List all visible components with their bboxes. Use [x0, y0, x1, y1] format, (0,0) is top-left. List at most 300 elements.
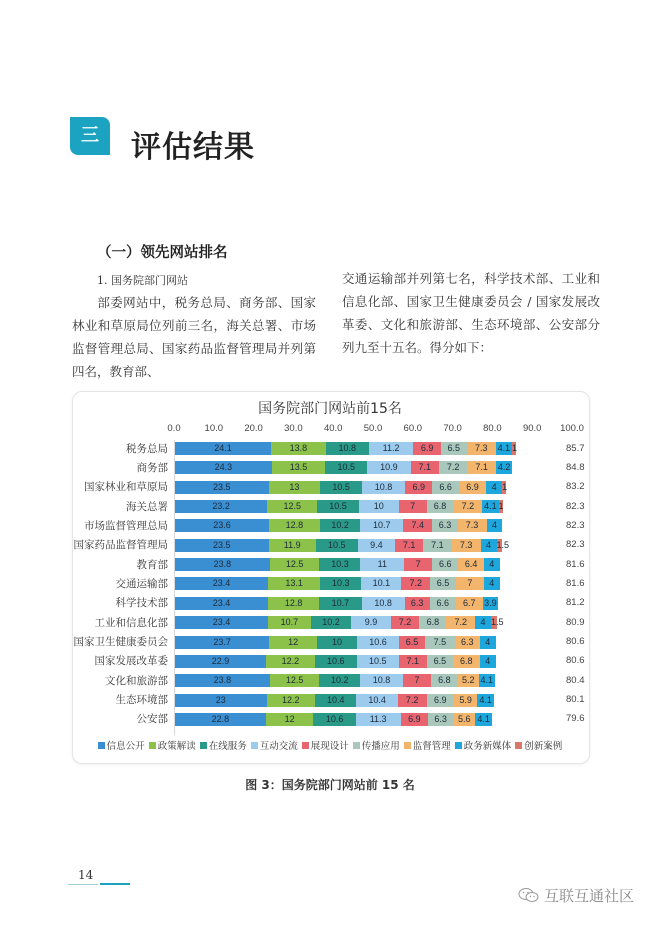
segment-value-label: 6.5 — [447, 443, 460, 453]
bar-segment — [401, 577, 430, 590]
legend-swatch-icon — [455, 742, 462, 749]
category-label: 国家药品监督管理局 — [73, 539, 168, 552]
legend-item — [515, 738, 562, 752]
segment-value-label: 11.3 — [369, 713, 387, 724]
legend-swatch-icon — [251, 742, 258, 749]
segment-value-label: 6.3 — [438, 520, 452, 531]
bar-segment — [175, 713, 266, 726]
bar-segment — [362, 597, 405, 610]
legend-item — [302, 738, 349, 752]
category-label: 交通运输部 — [115, 577, 168, 590]
legend-label: 创新案例 — [524, 741, 563, 752]
bar-segment — [458, 674, 479, 687]
segment-value-label: 10.6 — [327, 655, 345, 666]
bar-segment — [432, 558, 458, 571]
category-label: 公安部 — [136, 713, 168, 726]
segment-value-label: 6.9 — [412, 481, 425, 492]
legend-item — [98, 738, 145, 752]
segment-value-label: 10 — [331, 636, 342, 647]
segment-value-label: 13.8 — [289, 443, 308, 453]
bar-segment — [319, 597, 362, 610]
legend-swatch-icon — [98, 742, 105, 749]
bar-segment — [439, 461, 468, 474]
segment-value-label: 6.8 — [426, 617, 440, 628]
segment-value-label: 23.4 — [212, 617, 231, 628]
segment-value-label: 12.5 — [283, 501, 301, 512]
x-tick-label: 70.0 — [443, 423, 462, 434]
category-label: 国家林业和草原局 — [84, 481, 168, 494]
bar-segment — [427, 500, 454, 513]
segment-value-label: 7.2 — [409, 578, 422, 589]
bar-segment — [267, 500, 317, 513]
bar-segment — [399, 500, 427, 513]
bar-segment — [175, 655, 266, 668]
bar-segment — [367, 461, 410, 474]
x-tick-label: 50.0 — [363, 423, 383, 434]
segment-value-label: 4 — [480, 617, 486, 628]
stacked-bar — [175, 577, 500, 590]
bar-segment — [475, 616, 491, 629]
segment-value-label: 10.3 — [331, 578, 350, 589]
bar-segment — [359, 500, 399, 513]
wechat-icon — [518, 887, 540, 903]
bar-segment — [269, 636, 317, 649]
segment-value-label: 10.7 — [372, 520, 391, 531]
bar-segment — [456, 597, 483, 610]
segment-value-label: 24.1 — [214, 443, 232, 453]
bar-segment — [428, 713, 453, 726]
bar-segment — [175, 616, 268, 629]
bar-segment — [430, 597, 456, 610]
bar-segment — [441, 442, 467, 455]
legend-label: 在线服务 — [208, 741, 247, 752]
segment-value-label: 7 — [414, 675, 420, 686]
bar-segment — [496, 442, 512, 455]
stacked-bar — [175, 500, 503, 513]
segment-value-label: 4 — [491, 481, 497, 492]
x-tick-label: 30.0 — [284, 423, 303, 434]
segment-value-label: 10.2 — [331, 675, 349, 686]
bar-segment — [313, 713, 355, 726]
segment-value-label: 23.5 — [212, 539, 231, 550]
total-score: 80.1 — [566, 694, 585, 706]
total-score: 83.2 — [566, 481, 585, 493]
bar-segment — [271, 442, 326, 455]
total-score: 80.9 — [566, 616, 585, 628]
bar-segment — [423, 539, 451, 552]
legend-label: 传播应用 — [361, 741, 400, 752]
bar-segment — [320, 519, 361, 532]
category-label: 工业和信息化部 — [94, 616, 168, 629]
segment-value-label: 1.5 — [496, 539, 510, 550]
segment-value-label: 12 — [288, 636, 299, 647]
segment-value-label: 10.6 — [325, 713, 344, 724]
segment-value-label: 7.4 — [411, 520, 424, 531]
bar-segment — [360, 674, 403, 687]
bar-segment — [319, 558, 360, 571]
segment-value-label: 7 — [467, 578, 473, 589]
bar-segment — [403, 519, 432, 532]
segment-value-label: 6.3 — [461, 636, 474, 647]
bar-segment — [512, 442, 516, 455]
segment-value-label: 11.2 — [382, 443, 400, 453]
legend-label: 展现设计 — [310, 741, 349, 752]
segment-value-label: 6.7 — [463, 597, 476, 608]
stacked-bar — [175, 481, 506, 494]
category-label: 税务总局 — [126, 442, 168, 455]
bar-segment — [317, 500, 359, 513]
segment-value-label: 6.5 — [405, 636, 419, 647]
segment-value-label: 12.2 — [282, 694, 300, 705]
bar-segment — [403, 674, 431, 687]
bar-segment — [483, 597, 499, 610]
bar-segment — [356, 694, 397, 707]
bar-segment — [356, 713, 401, 726]
bar-segment — [427, 694, 454, 707]
bar-segment — [467, 461, 495, 474]
segment-value-label: 6.9 — [466, 481, 479, 492]
segment-value-label: 7 — [415, 559, 421, 570]
bar-segment — [484, 577, 500, 590]
segment-value-label: 7.2 — [398, 617, 412, 628]
category-label: 国家发展改革委 — [94, 655, 168, 668]
segment-value-label: 10.8 — [338, 443, 357, 453]
segment-value-label: 22.9 — [211, 655, 230, 666]
bar-segment — [175, 577, 268, 590]
segment-value-label: 23.4 — [212, 597, 231, 608]
segment-value-label: 10.5 — [337, 462, 356, 473]
segment-value-label: 7.1 — [475, 462, 488, 473]
segment-value-label: 12.5 — [285, 559, 304, 570]
segment-value-label: 6.8 — [460, 655, 473, 666]
segment-value-label: 12.8 — [285, 520, 304, 531]
legend-swatch-icon — [302, 742, 309, 749]
bar-segment — [456, 577, 484, 590]
x-tick-label: 40.0 — [323, 423, 343, 434]
segment-value-label: 10.8 — [374, 597, 392, 608]
bar-segment — [175, 674, 270, 687]
bar-segment — [401, 713, 428, 726]
bar-segment — [317, 636, 357, 649]
segment-value-label: 6.6 — [439, 481, 452, 492]
segment-value-label: 10.8 — [374, 481, 393, 492]
total-score: 79.6 — [566, 713, 585, 725]
bar-segment — [175, 442, 271, 455]
bar-segment — [175, 539, 269, 552]
segment-value-label: 10.5 — [369, 655, 387, 666]
segment-value-label: 6.3 — [434, 713, 447, 724]
x-tick-label: 20.0 — [244, 423, 263, 434]
legend-label: 政务新媒体 — [463, 741, 512, 752]
bar-segment — [413, 442, 440, 455]
bar-segment — [427, 655, 453, 668]
bar-segment — [175, 597, 268, 610]
segment-value-label: 4.1 — [484, 501, 497, 512]
bar-segment — [490, 616, 504, 629]
segment-value-label: 7.3 — [474, 443, 488, 453]
segment-value-label: 23.7 — [213, 636, 231, 647]
segment-value-label: 10.5 — [328, 539, 346, 550]
segment-value-label: 6.9 — [420, 443, 434, 453]
segment-value-label: 4 — [485, 636, 491, 647]
bar-segment — [487, 519, 503, 532]
page-number: 14 — [78, 868, 94, 882]
segment-value-label: 5.2 — [462, 675, 475, 686]
bar-segment — [482, 500, 498, 513]
bar-segment — [480, 636, 496, 649]
body-text-left: 部委网站中，税务总局、商务部、国家林业和草原局位列前三名，海关总署、市场监督管理总局、国家药品监督管理局并列第四名，教育部、 — [72, 295, 316, 379]
bar-segment — [268, 577, 320, 590]
category-label: 商务部 — [136, 461, 168, 474]
bar-segment — [270, 674, 320, 687]
segment-value-label: 6.6 — [436, 597, 450, 608]
category-label: 海关总署 — [126, 500, 168, 513]
body-paragraph-right: 交通运输部并列第七名，科学技术部、工业和信息化部、国家卫生健康委员会 / 国家发展改革委、文化和旅游部、生态环境部、公安部分列九至十五名。得分如下： — [342, 271, 600, 355]
bar-segment — [430, 577, 456, 590]
bar-segment — [315, 655, 357, 668]
bar-segment — [266, 713, 314, 726]
segment-value-label: 7.1 — [406, 655, 420, 666]
segment-value-label: 13.5 — [289, 462, 308, 473]
legend-label: 信息公开 — [106, 741, 145, 752]
bar-segment — [369, 442, 414, 455]
segment-value-label: 7 — [410, 501, 416, 512]
segment-value-label: 23.4 — [212, 578, 231, 589]
legend-item — [455, 738, 512, 752]
stacked-bar — [175, 674, 495, 687]
segment-value-label: 10.6 — [369, 636, 387, 647]
segment-value-label: 12.2 — [281, 655, 300, 666]
bar-segment — [361, 577, 401, 590]
segment-value-label: 4 — [486, 539, 492, 550]
segment-value-label: 3.9 — [484, 597, 497, 608]
segment-value-label: 6.5 — [436, 578, 450, 589]
bar-segment — [419, 616, 446, 629]
bar-segment — [391, 616, 420, 629]
bar-segment — [320, 481, 362, 494]
total-score: 84.8 — [566, 461, 585, 473]
legend-swatch-icon — [200, 742, 207, 749]
category-label: 文化和旅游部 — [105, 674, 168, 687]
bar-segment — [316, 539, 358, 552]
category-label: 教育部 — [136, 558, 168, 571]
bar-segment — [475, 713, 491, 726]
segment-value-label: 4.1 — [480, 675, 494, 686]
segment-value-label: 10.3 — [331, 559, 349, 570]
category-label: 生态环境部 — [115, 694, 168, 707]
bar-segment — [269, 481, 321, 494]
segment-value-label: 10.7 — [331, 597, 350, 608]
bar-segment — [399, 655, 427, 668]
legend-swatch-icon — [515, 742, 522, 749]
bar-segment — [446, 616, 475, 629]
segment-value-label: 7.5 — [433, 636, 447, 647]
chart-title: 国务院部门网站前15名 — [258, 401, 402, 417]
total-score: 80.6 — [566, 655, 585, 667]
total-score: 80.4 — [566, 674, 585, 686]
bar-segment — [268, 597, 319, 610]
segment-value-label: 6.3 — [410, 597, 424, 608]
bar-segment — [477, 694, 493, 707]
segment-value-label: 23 — [215, 694, 226, 705]
bar-segment — [268, 616, 311, 629]
x-tick-label: 80.0 — [483, 423, 502, 434]
stacked-bar — [175, 616, 504, 629]
watermark — [518, 885, 634, 906]
stacked-bar — [175, 539, 510, 552]
bar-segment — [405, 597, 430, 610]
bar-segment — [315, 694, 356, 707]
bar-segment — [425, 636, 455, 649]
bar-segment — [404, 558, 432, 571]
bar-segment — [453, 655, 480, 668]
segment-value-label: 6.4 — [464, 559, 478, 570]
segment-value-label: 10.8 — [372, 675, 391, 686]
segment-value-label: 4 — [489, 559, 495, 570]
segment-value-label: 23.2 — [212, 501, 230, 512]
segment-value-label: 10.5 — [332, 481, 350, 492]
bar-segment — [453, 713, 475, 726]
segment-value-label: 9.9 — [364, 617, 378, 628]
segment-value-label: 1 — [502, 481, 508, 492]
segment-value-label: 10.9 — [380, 462, 398, 473]
segment-value-label: 5.6 — [458, 713, 471, 724]
bar-segment — [458, 558, 483, 571]
segment-value-label: 23.6 — [213, 520, 231, 531]
stacked-bar — [175, 558, 500, 571]
legend-item — [200, 738, 247, 752]
stacked-bar — [175, 461, 512, 474]
legend-label: 监督管理 — [412, 741, 451, 752]
bar-segment — [272, 461, 326, 474]
legend-item — [149, 738, 196, 752]
chart-legend — [72, 738, 588, 752]
segment-value-label: 24.3 — [214, 462, 233, 473]
bar-segment — [454, 694, 477, 707]
legend-label: 政策解读 — [157, 741, 196, 752]
segment-value-label: 1 — [512, 443, 518, 453]
segment-value-label: 10.4 — [368, 694, 386, 705]
x-tick-label: 100.0 — [560, 423, 584, 434]
bar-segment — [357, 636, 399, 649]
legend-swatch-icon — [404, 742, 411, 749]
bar-segment — [362, 481, 405, 494]
segment-value-label: 7.2 — [405, 694, 419, 705]
section-number-badge: 三 — [70, 117, 110, 155]
segment-value-label: 23.5 — [212, 481, 231, 492]
bar-segment — [496, 461, 513, 474]
legend-item — [404, 738, 451, 752]
segment-value-label: 12 — [284, 713, 295, 724]
segment-value-label: 6.6 — [438, 559, 452, 570]
x-tick-label: 60.0 — [403, 423, 423, 434]
bar-segment — [320, 577, 361, 590]
bar-segment — [175, 519, 269, 532]
total-score: 81.6 — [566, 577, 585, 589]
bar-segment — [319, 674, 360, 687]
bar-segment — [175, 481, 269, 494]
stacked-bar — [175, 636, 496, 649]
total-score: 82.3 — [566, 500, 585, 512]
segment-value-label: 12.5 — [285, 675, 304, 686]
bar-segment — [486, 481, 502, 494]
segment-value-label: 11.9 — [283, 539, 301, 550]
bar-segment — [270, 558, 320, 571]
page-number-rule-light — [68, 884, 98, 885]
segment-value-label: 6.9 — [433, 694, 447, 705]
bar-segment — [269, 519, 320, 532]
bar-segment — [360, 558, 404, 571]
segment-value-label: 10.2 — [331, 520, 349, 531]
segment-value-label: 13 — [289, 481, 300, 492]
total-score: 85.7 — [566, 442, 585, 454]
segment-value-label: 5.9 — [459, 694, 472, 705]
segment-value-label: 7.3 — [459, 539, 473, 550]
segment-value-label: 11 — [377, 559, 387, 570]
segment-value-label: 6.5 — [433, 655, 447, 666]
legend-swatch-icon — [353, 742, 360, 749]
bar-segment — [459, 481, 486, 494]
bar-segment — [480, 655, 496, 668]
bar-segment — [432, 481, 458, 494]
bar-segment — [455, 636, 480, 649]
segment-value-label: 23.8 — [213, 559, 232, 570]
category-label: 国家卫生健康委员会 — [73, 636, 168, 648]
bar-segment — [496, 539, 510, 552]
item-heading: 1. 国务院部门网站 — [97, 274, 188, 287]
stacked-bar — [175, 655, 496, 668]
total-score: 82.3 — [566, 539, 585, 551]
stacked-bar — [175, 597, 498, 610]
total-score: 81.2 — [566, 597, 585, 609]
bar-segment — [266, 655, 315, 668]
segment-value-label: 9.4 — [370, 539, 383, 550]
bar-segment — [175, 558, 270, 571]
legend-item — [251, 738, 298, 752]
segment-value-label: 10 — [373, 501, 384, 512]
bar-segment — [175, 500, 267, 513]
page-number-rule-accent — [100, 883, 130, 885]
segment-value-label: 6.8 — [433, 501, 447, 512]
segment-value-label: 7.2 — [461, 501, 475, 512]
segment-value-label: 22.8 — [211, 713, 230, 724]
bar-segment — [399, 636, 425, 649]
segment-value-label: 1 — [498, 501, 504, 512]
bar-segment — [467, 442, 496, 455]
segment-value-label: 7.2 — [454, 617, 467, 628]
body-paragraph-left — [72, 291, 316, 383]
watermark-text: 互联互通社区 — [544, 887, 635, 905]
bar-segment — [431, 674, 458, 687]
bar-segment — [454, 500, 483, 513]
bar-segment — [351, 616, 390, 629]
legend-label: 互动交流 — [259, 741, 298, 752]
segment-value-label: 10.1 — [372, 578, 391, 589]
bar-segment — [452, 539, 481, 552]
bar-segment — [411, 461, 439, 474]
stacked-bar — [175, 519, 502, 532]
segment-value-label: 12.8 — [284, 597, 303, 608]
segment-value-label: 7.1 — [402, 539, 416, 550]
segment-value-label: 7.1 — [418, 462, 431, 473]
x-tick-label: 10.0 — [204, 423, 224, 434]
segment-value-label: 4.1 — [477, 713, 490, 724]
subsection-heading: （一）领先网站排名 — [97, 245, 228, 261]
segment-value-label: 4.1 — [479, 694, 492, 705]
category-label: 市场监督管理总局 — [84, 519, 168, 532]
bar-segment — [360, 519, 403, 532]
stacked-bar — [175, 713, 492, 726]
